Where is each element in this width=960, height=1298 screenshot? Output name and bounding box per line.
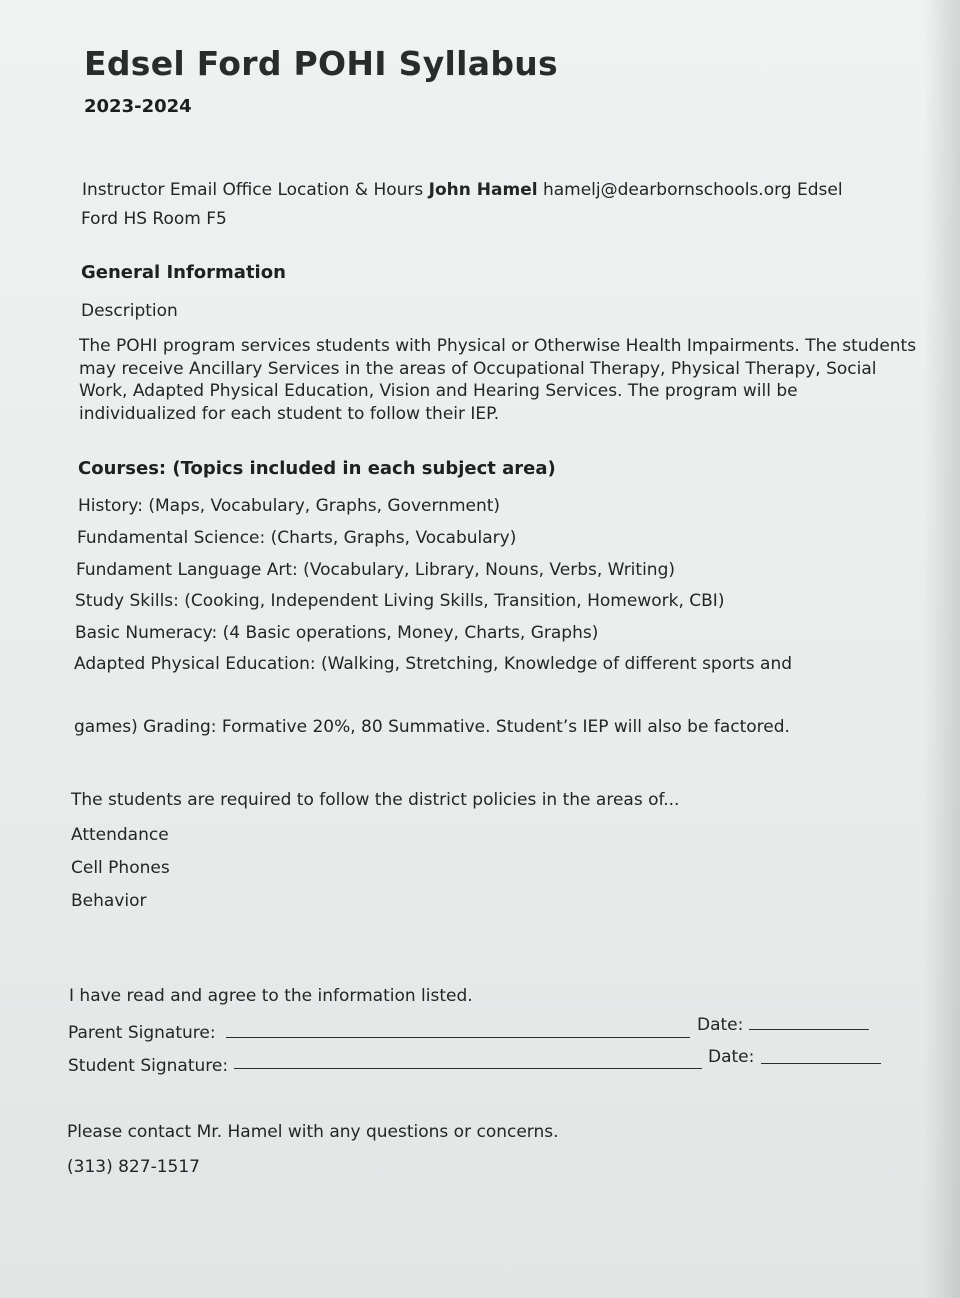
policy-item: Cell Phones xyxy=(71,858,170,878)
grading-line: games) Grading: Formative 20%, 80 Summative. Student’s IEP will also be factored. xyxy=(74,717,790,737)
contact-phone: (313) 827-1517 xyxy=(67,1157,200,1177)
instructor-contact: hamelj@dearbornschools.org Edsel xyxy=(537,180,843,200)
description-line: Work, Adapted Physical Education, Vision and Hearing Services. The program will be xyxy=(79,381,798,401)
description-paragraph xyxy=(79,335,916,425)
page-edge-shadow xyxy=(924,0,960,1298)
parent-date-label: Date: xyxy=(697,1015,744,1035)
course-item: Fundamental Science: (Charts, Graphs, Vocabulary) xyxy=(77,528,517,548)
instructor-name: John Hamel xyxy=(428,180,538,200)
student-date-line[interactable] xyxy=(761,1063,881,1064)
description-line: individualized for each student to follow their IEP. xyxy=(79,403,500,424)
description-line: The POHI program services students with Physical or Otherwise Health Impairments. The students xyxy=(79,336,917,356)
description-subheading: Description xyxy=(81,301,178,321)
document-title: Edsel Ford POHI Syllabus xyxy=(84,44,559,83)
general-info-heading: General Information xyxy=(81,262,286,283)
agreement-statement: I have read and agree to the information listed. xyxy=(69,986,473,1006)
course-item: Fundament Language Art: (Vocabulary, Library, Nouns, Verbs, Writing) xyxy=(76,560,675,580)
parent-date-line[interactable] xyxy=(749,1029,869,1030)
course-item: History: (Maps, Vocabulary, Graphs, Government) xyxy=(78,496,501,516)
courses-heading: Courses: (Topics included in each subject area) xyxy=(78,458,556,479)
student-date-label: Date: xyxy=(708,1047,755,1067)
instructor-room: Ford HS Room F5 xyxy=(81,209,227,229)
course-item: Study Skills: (Cooking, Independent Living Skills, Transition, Homework, CBI) xyxy=(75,591,725,611)
parent-signature-line[interactable] xyxy=(226,1037,690,1038)
parent-signature-label: Parent Signature: xyxy=(68,1023,216,1043)
school-year: 2023-2024 xyxy=(84,96,192,117)
policy-item: Attendance xyxy=(71,825,169,845)
policy-item: Behavior xyxy=(71,891,147,911)
student-signature-line[interactable] xyxy=(234,1068,702,1069)
contact-text: Please contact Mr. Hamel with any questions or concerns. xyxy=(67,1122,559,1142)
course-item: Basic Numeracy: (4 Basic operations, Money, Charts, Graphs) xyxy=(75,623,599,643)
instructor-line xyxy=(82,180,843,200)
student-signature-label: Student Signature: xyxy=(68,1056,229,1076)
description-line: may receive Ancillary Services in the areas of Occupational Therapy, Physical Therapy, Social xyxy=(79,358,877,379)
policies-intro: The students are required to follow the district policies in the areas of... xyxy=(71,790,680,810)
course-item: Adapted Physical Education: (Walking, Stretching, Knowledge of different sports and xyxy=(74,654,793,674)
instructor-prefix: Instructor Email Office Location & Hours xyxy=(82,180,429,200)
